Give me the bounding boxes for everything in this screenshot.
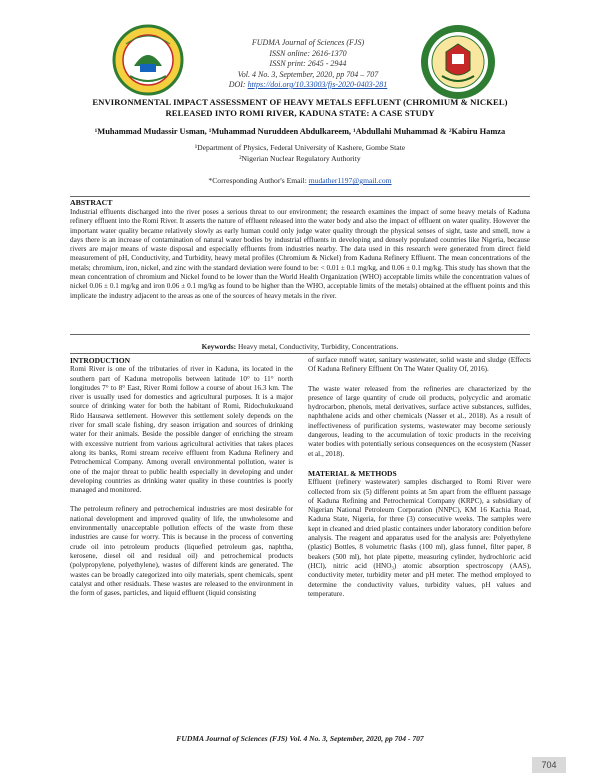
title-line-1: ENVIRONMENTAL IMPACT ASSESSMENT OF HEAVY METALS EFFLUENT (CHROMIUM & NICKEL) <box>92 97 508 107</box>
issn-print: ISSN print: 2645 - 2944 <box>269 59 347 68</box>
intro-paragraph-2: The petroleum refinery and petrochemical industries are most desirable for national development and improved quality of life, the unwholesome and environmentally unacceptable pollution effects of the waste from these industries are cause for worry. This is because in the process of converting crude oil into petroleum products (liquefied petroleum gas, naphtha, kerosene, diesel oil and residual oil) and petrochemical products (polypropylene, polyethylene), wastes of different kinds are generated. The wastes can be broadly categorized into oily materials, spent chemicals, spent catalyst and other residuals. These wastes are released to the environment in the form of gases, particles, and liquid effluent (liquid consisting <box>70 505 293 598</box>
issn-online: ISSN online: 2616-1370 <box>269 48 347 58</box>
affiliation-2: ²Nigerian Nuclear Regulatory Authority <box>239 153 361 163</box>
federal-university-dutsin-ma-seal <box>418 22 498 102</box>
doi-link[interactable]: https://doi.org/10.33003/fjs-2020-0403-281 <box>247 80 388 89</box>
volume-info: Vol. 4 No. 3, September, 2020, pp 704 – 707 <box>237 69 379 79</box>
affiliations <box>130 143 470 164</box>
keywords-text: Heavy metal, Conductivity, Turbidity, Concentrations. <box>237 342 399 351</box>
methods-heading: MATERIAL & METHODS <box>308 468 397 478</box>
right-column <box>308 356 531 609</box>
journal-info <box>218 38 398 91</box>
right-paragraph-2: The waste water released from the refineries are characterized by the presence of large quantity of crude oil products, polycyclic and aromatic hydrocarbon, phenols, metal derivatives, surface active substances, sulfides, naphthalene acids and other chemicals (Nasser et al., 2018). As a result of ineffectiveness of purification systems, wastewater may become seriously dangerous, leading to the accumulation of toxic products in the receiving water bodies with potentially serious consequences on the ecosystem (Nasser et al., 2018). <box>308 384 531 458</box>
fudma-journal-logo <box>112 24 184 96</box>
introduction-heading: INTRODUCTION <box>70 356 131 365</box>
journal-name: FUDMA Journal of Sciences (FJS) <box>251 38 365 47</box>
intro-paragraph-1: Romi River is one of the tributaries of river in Kaduna, its located in the southern part of Kaduna metropolis between latitude 10° to 11° north longitudes 7° to 8° East, River Romi follow a course of about 16.3 km. The river is usually used for domestics and agricultural purposes. It is a major source of drinking water for both the habitant of Romi, Ridochukukuand Rido Hausawa settlement. However this settlement solely depends on the river for small scale fishing, dry season irrigation and sources of drinking water for their animals. Beside the possible danger of enriching the stream with excessive nutrient from various agricultural activities that takes places along its banks, Romi stream receive effluent from Kaduna Refinery and Petrochemical Company. Among overall environmental pollution, water is one of the major threat to public health especially in developing and under developing countries as drinking water quality in these countries is poorly managed and monitored. <box>70 365 293 495</box>
doi-line <box>218 80 398 91</box>
abstract-top-rule <box>70 196 530 197</box>
page-number: 704 <box>532 757 566 773</box>
email-label: *Corresponding Author's Email: <box>208 176 307 185</box>
right-paragraph-1: of surface runoff water, sanitary wastewater, solid waste and sludge (Effects Of Kaduna Refinery Effluent On The Water Quality Of, 2016). <box>308 356 531 374</box>
article-title <box>70 97 530 119</box>
corresponding-email <box>130 176 470 185</box>
keywords-rule <box>70 353 530 354</box>
footer-citation: FUDMA Journal of Sciences (FJS) Vol. 4 No. 3, September, 2020, pp 704 - 707 <box>176 734 424 743</box>
keywords-label: Keywords: <box>201 342 237 351</box>
email-link[interactable]: mudather1197@gmail.com <box>308 176 392 185</box>
abstract-bottom-rule <box>70 334 530 335</box>
abstract-heading: ABSTRACT <box>70 198 113 207</box>
affiliation-1: ¹Department of Physics, Federal University of Kashere, Gombe State <box>194 143 406 152</box>
methods-paragraph-1: Effluent (refinery wastewater) samples discharged to Romi River were collected from six (5) different points at 5m apart from the effluent passage of Kaduna Refining and Petrochemical Company (KRPC), a subsidiary of Nigerian National Petroleum Corporation (NNPC), KM 16 Kachia Road, Kaduna State, Nigeria, for three (3) consecutive weeks. The samples were kept in cleaned and dried plastic containers under laboratory condition before analysis. The reagent and apparatus used for the analysis are: Polyethylene (plastic) Bottles, 8 volumetric flasks (100 ml), glass funnel, filter paper, 8 beakers (500 ml), hot plate pipette, measuring cylinder, hydrochloric acid (HCl), nitric acid (HNO₃) atomic absorption spectroscopy (AAS), conductivity meter, turbidity meter and pH meter. The method employed to determine the conductivity values, turbidity values, pH values and temperature. <box>308 478 531 598</box>
title-line-2: RELEASED INTO ROMI RIVER, KADUNA STATE: A CASE STUDY <box>165 108 435 118</box>
left-column <box>70 356 293 608</box>
authors: ¹Muhammad Mudassir Usman, ¹Muhammad Nuruddeen Abdulkareem, ¹Abdullahi Muhammad & ²Kabiru Hamza <box>94 127 506 136</box>
keywords <box>70 342 530 351</box>
doi-label: DOI: <box>228 80 246 89</box>
abstract-text: Industrial effluents discharged into the river poses a serious threat to our environment; the research examines the impact of some heavy metals of Kaduna refinery effluent into the Romi River. It asserts the nature of effluent released into the water body and also the impact of effluent on water quality. However the important water quality became relatively slowly as early human could only judge water quality through the physical senses of sight, taste and smell, now a days there is an increase of contamination of natural water bodies by industrial effluents in developing and densely populated countries like Nigeria, because rivers are major means of waste disposal and especially effluents from industries nearby. The data used in this research were generated from direct field measurement of pH, Conductivity, and Turbidity, heavy metal profiles (Chromium & Nickel) from Kaduna Refinery Effluent. The mean concentrations of the metals; chromium, iron, nickel, and zinc with the standard deviation were found to be: < 0.01 ± 0.1 mg/kg, and 0.06 ± 0.1 mg/kg. This study has shown that the mean concentration of chromium and Nickel found to be lower than the World Health Organization (WHO) acceptable limits while the concentration values of nickel 0.06 ± 0.1 mg/kg and iron 0.06 ± 0.1 mg/kg as found to be higher than the WHO, acceptable limits of the metals) obtained at the effluent points and this implicate the industry adjacent to the areas as one of the sources of heavy metals in the river. <box>70 208 530 300</box>
